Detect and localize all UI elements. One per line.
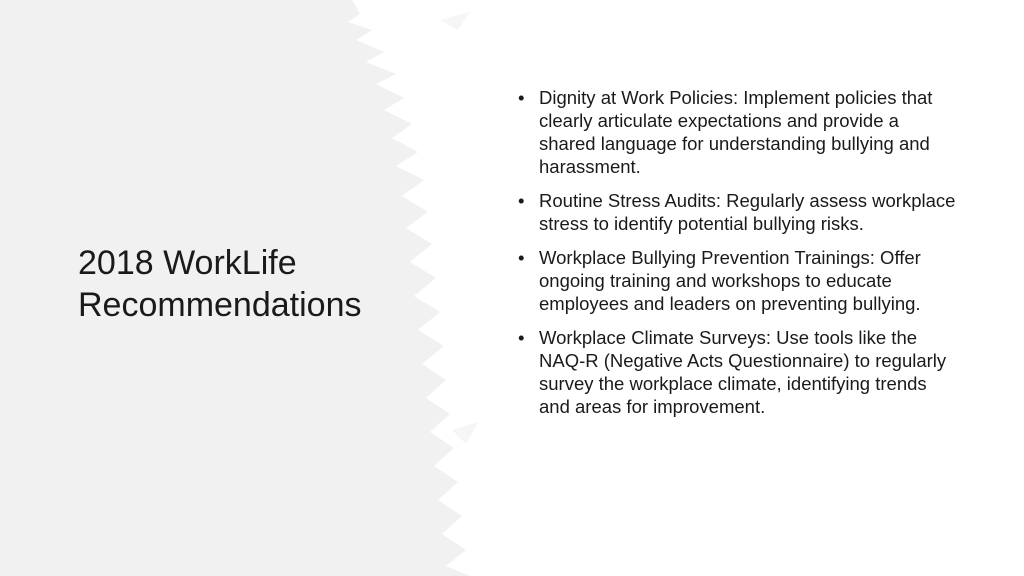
slide-title-line-2: Recommendations — [78, 286, 362, 324]
list-item — [518, 246, 958, 315]
list-item — [518, 86, 958, 178]
bullet-text: Workplace Climate Surveys: Use tools like the NAQ-R (Negative Acts Questionnaire) to regularly survey the workplace climate, identifying trends and areas for improvement. — [539, 327, 947, 417]
bullet-icon: • — [518, 327, 525, 348]
slide-title — [78, 242, 458, 326]
list-item — [518, 326, 958, 418]
list-item — [518, 189, 958, 235]
bullet-icon: • — [518, 87, 525, 108]
bullet-icon: • — [518, 190, 525, 211]
bullet-icon: • — [518, 247, 525, 268]
bullet-text: Routine Stress Audits: Regularly assess workplace stress to identify potential bullying risks. — [539, 190, 956, 234]
recommendations-list — [518, 86, 958, 429]
slide-title-line-1: 2018 WorkLife — [78, 244, 297, 282]
bullet-text: Workplace Bullying Prevention Trainings: Offer ongoing training and workshops to educate employees and leaders on preventing bullying. — [539, 247, 921, 314]
bullet-text: Dignity at Work Policies: Implement policies that clearly articulate expectations and provide a shared language for understanding bullying and harassment. — [539, 87, 933, 177]
